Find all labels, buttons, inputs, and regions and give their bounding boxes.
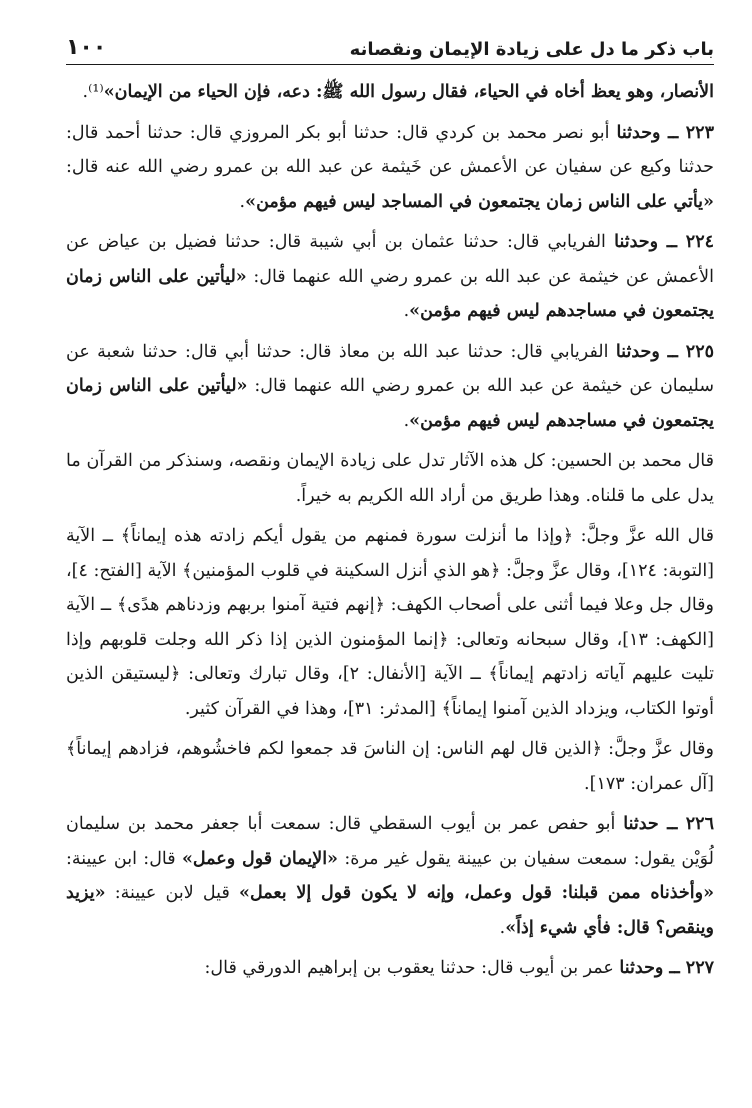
bold-text-segment: «ليأتين على الناس زمان يجتمعون في مساجدهم ليس فيهم مؤمن» [66,266,714,321]
text-segment: . [403,301,410,321]
bold-text-segment: ٢٢٣ ــ وحدثنا [616,122,714,143]
paragraph-p0 [66,75,714,110]
paragraph-p-author [66,444,714,513]
running-title: باب ذكر ما دل على زيادة الإيمان ونقصانه [349,39,714,60]
page-header [66,22,714,65]
paragraph-p224 [66,225,714,329]
text-segment: وقال عزَّ وجلَّ: ﴿الذين قال لهم الناس: إن الناسَ قد جمعوا لكم فاخشُوهم، فزادهم إيماناً﴾ [آل عمران: ١٧٣]. [66,739,714,794]
bold-text-segment: ٢٢٦ ــ حدثنا [623,814,714,834]
text-segment: قال الله عزَّ وجلَّ: ﴿وإذا ما أنزلت سورة فمنهم من يقول أيكم زادته هذه إيماناً﴾ ــ الآية [التوبة: ١٢٤]، وقال عزَّ وجلَّ: ﴿هو الذي أنزل السكينة في قلوب المؤمنين﴾ الآية [الفتح: ٤]، وقال جل وعلا فيما أثنى على أصحاب الكهف: ﴿إنهم فتية آمنوا بربهم وزدناهم هدًى﴾ ــ الآية [الكهف: ١٣]، وقال سبحانه وتعالى: ﴿إنما المؤمنون الذين إذا ذكر الله وجلت قلوبهم وإذا تليت عليهم آياته زادتهم إيماناً﴾ ــ الآية [الأنفال: ٢]، وقال تبارك وتعالى: ﴿ليستيقن الذين أوتوا الكتاب، ويزداد الذين آمنوا إيماناً﴾ [المدثر: ٣١]، وهذا في القرآن كثير. [66,526,715,719]
bold-text-segment: «الإيمان قول وعمل» [181,848,338,869]
text-segment: . [239,191,246,212]
bold-text-segment: «يأتي على الناس زمان يجتمعون في المساجد ليس فيهم مؤمن» [245,191,714,212]
paragraph-p227 [66,951,714,986]
paragraph-p223 [66,116,714,220]
paragraph-p226 [66,807,714,945]
text-segment: الفريابي قال: حدثنا عثمان بن أبي شيبة قال: حدثنا فضيل بن عياض عن الأعمش عن خيثمة عن عبد الله بن عمرو رضي الله عنهما قال: [66,232,714,287]
text-segment: ⁽¹⁾. [82,82,104,102]
bold-text-segment: ٢٢٥ ــ وحدثنا [615,341,714,362]
text-segment: أبو نصر محمد بن كردي قال: حدثنا أبو بكر المروزي قال: حدثنا أحمد قال: حدثنا وكيع عن سفيان عن الأعمش عن خَيثمة عن عبد الله بن عمرو رضي الله عنه قال: [66,122,714,177]
page-body [66,75,714,986]
text-segment: قال محمد بن الحسين: كل هذه الآثار تدل على زيادة الإيمان ونقصه، وسنذكر من القرآن ما يدل على ما قلناه. وهذا طريق من أراد الله الكريم به خيراً. [66,451,714,506]
text-segment: الفريابي قال: حدثنا عبد الله بن معاذ قال: حدثنا أبي قال: حدثنا شعبة عن سليمان عن خيثمة عن عبد الله بن عمرو رضي الله عنهما قال: [66,341,714,396]
bold-text-segment: «ليأتين على الناس زمان يجتمعون في مساجدهم ليس فيهم مؤمن» [66,376,714,431]
paragraph-p-quran1 [66,519,714,726]
bold-text-segment: ٢٢٧ ــ وحدثنا [619,958,714,978]
text-segment: قيل لابن عيينة: [105,883,240,903]
bold-text-segment: «وأخذناه ممن قبلنا: قول وعمل، وإنه لا يكون قول إلا بعمل» [239,883,715,903]
bold-text-segment: «يزيد وينقص؟ قال: فأي شيء إذاً» [66,883,714,938]
bold-text-segment: ٢٢٤ ــ وحدثنا [614,232,714,252]
book-page [66,22,714,1082]
text-segment: . [499,917,506,938]
paragraph-p-quran2 [66,732,714,801]
paragraph-p225 [66,335,714,439]
text-segment: . [403,410,410,431]
page-number: ١٠٠ [66,35,107,60]
text-segment: قال: ابن عيينة: [66,848,182,869]
text-segment: أبو حفص عمر بن أيوب السقطي قال: سمعت أبا جعفر محمد بن سليمان لُوَيْن يقول: سمعت سفيان بن عيينة يقول غير مرة: [66,814,714,869]
bold-text-segment: الأنصار، وهو يعظ أخاه في الحياء، فقال رسول الله ﷺ: دعه، فإن الحياء من الإيمان» [103,82,714,102]
text-segment: عمر بن أيوب قال: حدثنا يعقوب بن إبراهيم الدورقي قال: [204,958,620,978]
